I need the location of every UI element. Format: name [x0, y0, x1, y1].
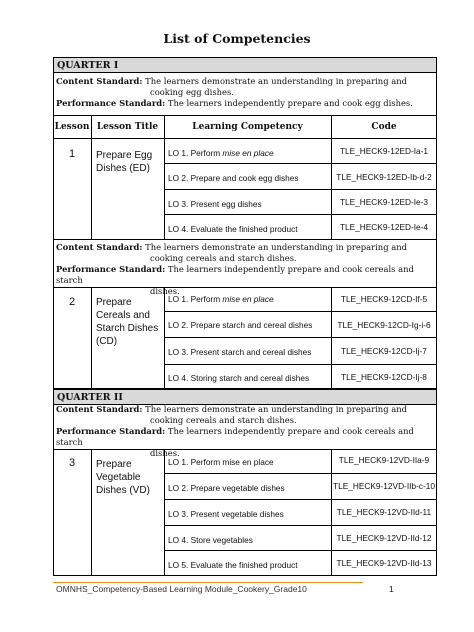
quarter-1-heading: QUARTER I — [54, 58, 436, 73]
page-title: List of Competencies — [163, 31, 311, 46]
col-header-lesson: Lesson — [54, 122, 90, 132]
lesson-3-lo-2: LO 2. Prepare vegetable dishes — [168, 483, 285, 493]
lesson-3-lo-1: LO 1. Perform mise en place — [168, 457, 274, 467]
lesson-3-code-1: TLE_HECK9-12VD-IIa-9 — [338, 455, 430, 465]
lesson-2-code-2: TLE_HECK9-12CD-Ig-i-6 — [337, 320, 431, 330]
page-number: 1 — [389, 584, 394, 594]
lesson-2-lo-4: LO 4. Storing starch and cereal dishes — [168, 373, 310, 383]
content-standard: Content Standard: The learners demonstrate an understanding in preparing and — [56, 76, 407, 86]
lesson-2-lo-2: LO 2. Prepare starch and cereal dishes — [168, 320, 313, 330]
lesson-1-code-2: TLE_HECK9-12ED-Ib-d-2 — [336, 172, 432, 182]
lesson-2-lo-3: LO 3. Present starch and cereal dishes — [168, 347, 312, 357]
lesson-3-code-4: TLE_HECK9-12VD-IId-12 — [336, 533, 432, 543]
quarter-1-standards: Content Standard: The learners demonstrate an understanding in preparing and cooking egg dishes. Performance Standard: The learners independently prepare and cook egg dishes. — [56, 76, 434, 109]
lesson-2-lo-1: LO 1. Perform mise en place — [168, 294, 274, 304]
performance-standard: Performance Standard: The learners independently prepare and cook egg dishes. — [56, 98, 413, 108]
lesson-2-number: 2 — [68, 296, 76, 308]
col-header-code: Code — [371, 122, 397, 132]
footer-text: OMNHS_Competency-Based Learning Module_Cookery_Grade10 — [56, 584, 307, 594]
col-header-lesson-title: Lesson Title — [96, 122, 159, 132]
quarter-2-standards: Content Standard: The learners demonstrate an understanding in preparing and cooking cereals and starch dishes. Performance Standard: The learners independently prepare and cook cereals and starch dishes. — [56, 404, 414, 458]
lesson-3-title: Prepare Vegetable Dishes (VD) — [96, 459, 150, 496]
lesson-3-number: 3 — [68, 457, 76, 469]
lesson-3-lo-3: LO 3. Present vegetable dishes — [168, 509, 284, 519]
lesson-3-lo-5: LO 5. Evaluate the finished product — [168, 560, 298, 570]
lesson-1-code-4: TLE_HECK9-12ED-Ie-4 — [339, 222, 429, 232]
lesson-3-code-5: TLE_HECK9-12VD-IId-13 — [336, 558, 432, 568]
lesson-2-title: Prepare Cereals and Starch Dishes (CD) — [96, 297, 159, 347]
lesson-1-lo-2: LO 2. Prepare and cook egg dishes — [168, 173, 299, 183]
lesson-1-lo-1: LO 1. Perform mise en place — [168, 148, 274, 158]
lesson-1-title: Prepare Egg Dishes (ED) — [96, 150, 153, 174]
lesson-1-code-3: TLE_HECK9-12ED-Ie-3 — [339, 197, 429, 207]
lesson-1-code-1: TLE_HECK9-12ED-Ia-1 — [339, 146, 429, 156]
lesson-2-code-4: TLE_HECK9-12CD-Ij-8 — [341, 372, 427, 382]
quarter-1-standards-2: Content Standard: The learners demonstrate an understanding in preparing and cooking cereals and starch dishes. Performance Standard: The learners independently prepare and cook cereals and starch dishes. — [56, 242, 414, 296]
lesson-1-lo-4: LO 4. Evaluate the finished product — [168, 224, 298, 234]
lesson-1-lo-3: LO 3. Present egg dishes — [168, 199, 262, 209]
lesson-3-code-3: TLE_HECK9-12VD-IId-11 — [336, 507, 432, 517]
lesson-3-lo-4: LO 4. Store vegetables — [168, 535, 253, 545]
lesson-1-number: 1 — [68, 148, 76, 160]
footer-rule — [53, 582, 363, 583]
col-header-competency: Learning Competency — [192, 122, 303, 132]
quarter-2-heading: QUARTER II — [54, 390, 436, 405]
lesson-2-code-1: TLE_HECK9-12CD-If-5 — [340, 294, 428, 304]
lesson-2-code-3: TLE_HECK9-12CD-Ij-7 — [341, 346, 427, 356]
lesson-3-code-2: TLE_HECK9-12VD-IIb-c-10 — [333, 481, 435, 491]
